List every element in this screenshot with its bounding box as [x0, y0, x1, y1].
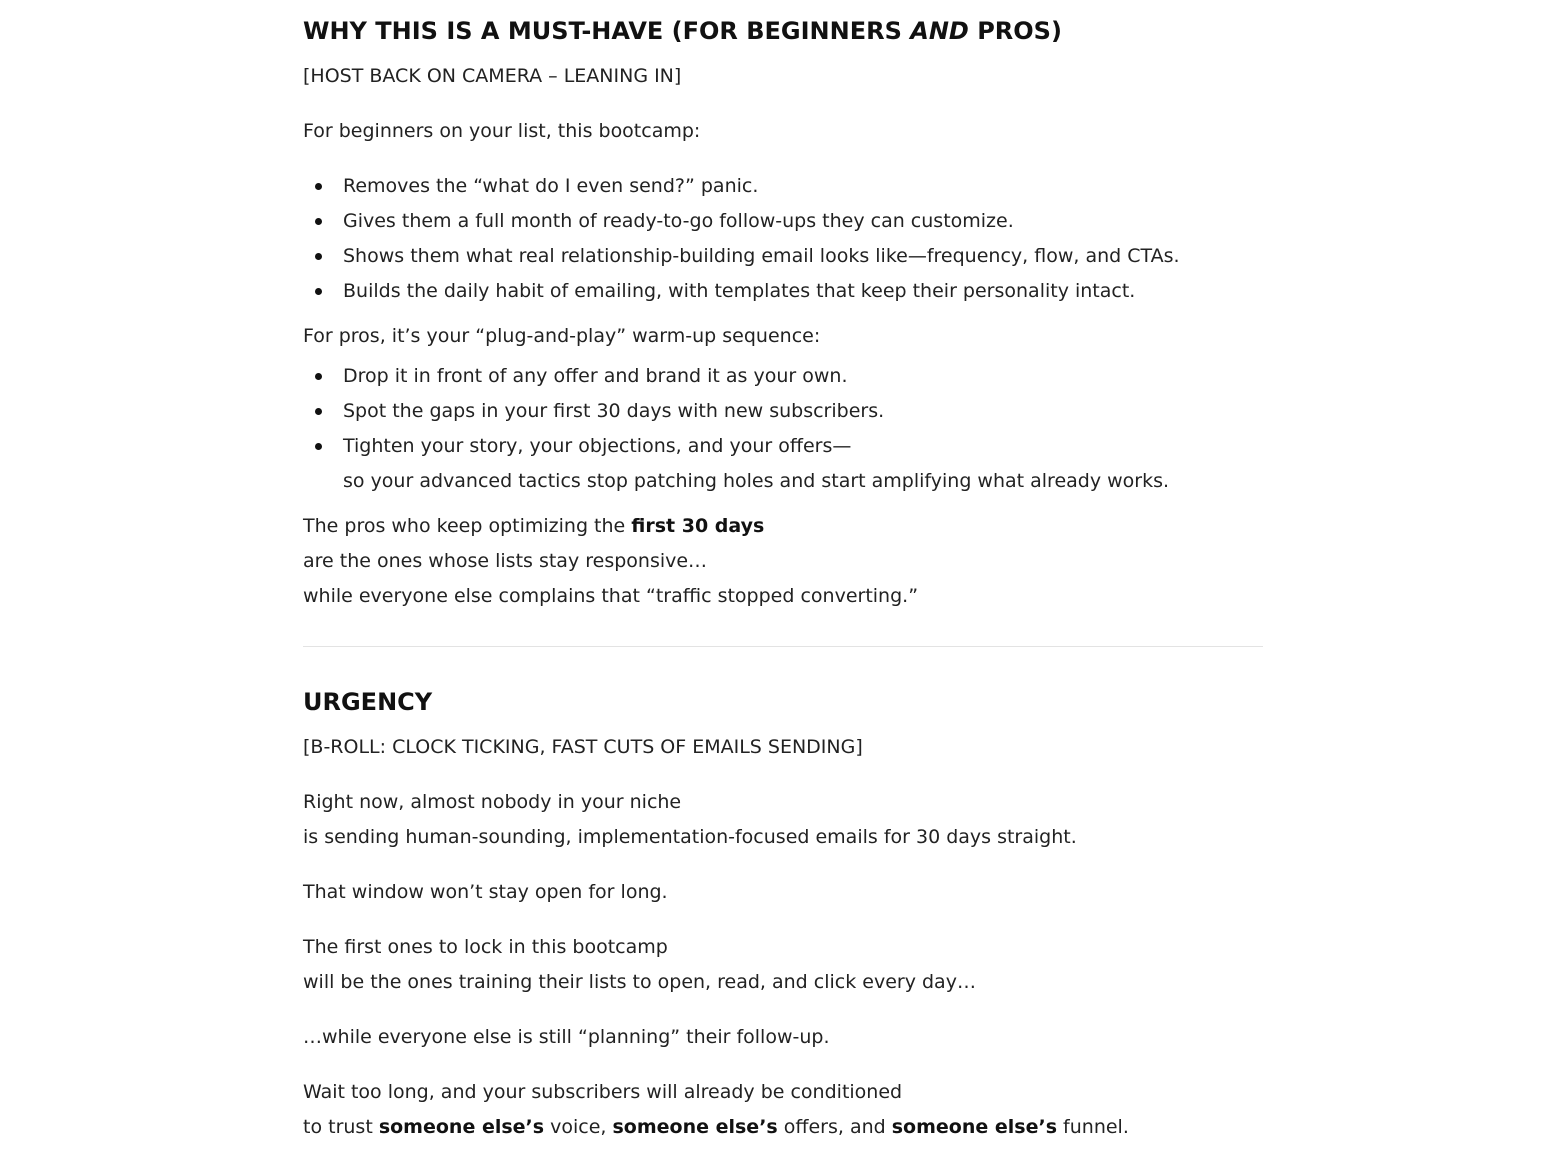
closing-line-2: are the ones whose lists stay responsive… — [303, 550, 708, 572]
closing-line-1-bold: first 30 days — [631, 515, 765, 537]
bullet-dot — [315, 373, 322, 380]
text-run: funnel. — [1057, 1116, 1129, 1138]
closing-line-3: while everyone else complains that “traffic stopped converting.” — [303, 585, 919, 607]
section-heading-must-have — [303, 16, 1062, 46]
paragraph-line: Right now, almost nobody in your niche — [303, 791, 682, 813]
heading-emphasis: AND — [910, 17, 969, 45]
bold-run: someone else’s — [891, 1116, 1057, 1138]
list-item-text: Removes the “what do I even send?” panic. — [343, 175, 759, 197]
bullet-dot — [315, 253, 322, 260]
bullet-dot — [315, 218, 322, 225]
paragraph-line: The first ones to lock in this bootcamp — [303, 936, 668, 958]
bullet-dot — [315, 288, 322, 295]
list-item-text: Shows them what real relationship-building email looks like—frequency, flow, and CTAs. — [343, 245, 1180, 267]
pros-intro: For pros, it’s your “plug-and-play” warm-up sequence: — [303, 325, 821, 347]
bold-run: someone else’s — [612, 1116, 778, 1138]
beginners-intro: For beginners on your list, this bootcamp: — [303, 120, 701, 142]
heading-part-2: PROS) — [968, 17, 1062, 45]
paragraph-line: That window won’t stay open for long. — [303, 881, 668, 903]
closing-line-1-text: The pros who keep optimizing the — [303, 515, 632, 537]
list-item-text: Spot the gaps in your first 30 days with new subscribers. — [343, 400, 885, 422]
paragraph-line: is sending human-sounding, implementation-focused emails for 30 days straight. — [303, 826, 1077, 848]
list-item-text: Drop it in front of any offer and brand it as your own. — [343, 365, 848, 387]
list-item-text: Builds the daily habit of emailing, with templates that keep their personality intact. — [343, 280, 1136, 302]
paragraph-line-mixed — [303, 1114, 1129, 1140]
heading-part-1: WHY THIS IS A MUST-HAVE (FOR BEGINNERS — [303, 17, 911, 45]
bullet-dot — [315, 443, 322, 450]
list-item-text: Tighten your story, your objections, and your offers— — [343, 435, 852, 457]
closing-line-1 — [303, 513, 764, 539]
paragraph-line: …while everyone else is still “planning” their follow-up. — [303, 1026, 830, 1048]
bullet-dot — [315, 408, 322, 415]
paragraph-line: Wait too long, and your subscribers will already be conditioned — [303, 1081, 903, 1103]
list-item-continuation: so your advanced tactics stop patching holes and start amplifying what already works. — [343, 470, 1170, 492]
list-item-text: Gives them a full month of ready-to-go follow-ups they can customize. — [343, 210, 1014, 232]
paragraph-line: will be the ones training their lists to open, read, and click every day… — [303, 971, 976, 993]
section-heading-urgency: URGENCY — [303, 688, 433, 716]
text-run: offers, and — [777, 1116, 892, 1138]
stage-direction: [HOST BACK ON CAMERA – LEANING IN] — [303, 65, 682, 87]
text-run: voice, — [544, 1116, 613, 1138]
stage-direction: [B-ROLL: CLOCK TICKING, FAST CUTS OF EMAILS SENDING] — [303, 736, 863, 758]
bullet-dot — [315, 183, 322, 190]
text-run: to trust — [303, 1116, 379, 1138]
bold-run: someone else’s — [378, 1116, 545, 1138]
section-divider — [303, 646, 1263, 647]
